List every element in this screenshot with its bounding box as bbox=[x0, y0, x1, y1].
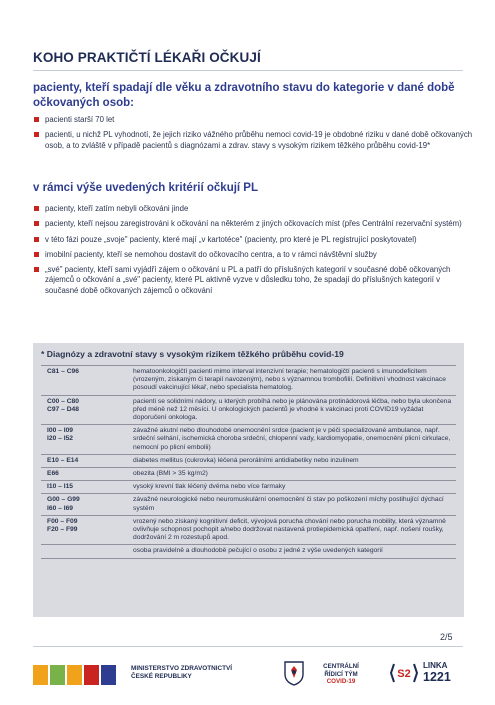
section1-heading: pacienty, kteří spadají dle věku a zdravotního stavu do kategorie v dané době očkovaných osob: bbox=[33, 82, 455, 109]
ministry-logo-icon bbox=[33, 661, 128, 689]
diagnosis-code: C81 – C96 bbox=[41, 366, 129, 396]
bottom-divider bbox=[33, 646, 463, 647]
diagnosis-description: pacienti se solidními nádory, u kterých probíhá nebo je plánována protinádorová léčba, nebo byla ukončena před méně než 12 měsíci. U onkologických pacientů je vhodné k vakcinaci proti COVID19 vyžádat doporučení onkologa. bbox=[129, 395, 456, 425]
table-row bbox=[41, 515, 456, 545]
top-divider bbox=[33, 70, 463, 71]
list-item: v této fázi pouze „svoje" pacienty, které mají „v kartotéce" (pacienty, pro které je PL registrující poskytovatel) bbox=[33, 235, 473, 245]
diagnosis-description: vrozený nebo získaný kognitivní deficit, vývojová porucha chování nebo porucha mobility, která významně ovlivňuje schopnost pochopit a/nebo dodržovat nastavená protiepidemická opatření, např. nošení roušky, dodržování 2 m rozestupů apod. bbox=[129, 515, 456, 545]
section2-list bbox=[33, 204, 473, 301]
page-number: 2/5 bbox=[440, 632, 453, 642]
ministry-name: MINISTERSTVO ZDRAVOTNICTVÍ ČESKÉ REPUBLIKY bbox=[131, 665, 233, 680]
table-row bbox=[41, 545, 456, 558]
diagnoses-title: * Diagnózy a zdravotní stavy s vysokým rizikem těžkého průběhu covid-19 bbox=[41, 349, 344, 359]
list-item: imobilní pacienty, kteří se nemohou dostavit do očkovacího centra, a to v rámci návštěvní služby bbox=[33, 250, 473, 260]
list-item: pacienti starší 70 let bbox=[33, 115, 473, 125]
hotline-logo-icon bbox=[390, 661, 418, 685]
page-title: KOHO PRAKTIČTÍ LÉKAŘI OČKUJÍ bbox=[33, 50, 261, 65]
svg-text:S2: S2 bbox=[397, 668, 411, 680]
table-row bbox=[41, 425, 456, 455]
table-row bbox=[41, 454, 456, 467]
diagnosis-code: I10 – I15 bbox=[41, 481, 129, 494]
diagnosis-description: osoba pravidelně a dlouhodobě pečující o osobu z jedné z výše uvedených kategorií bbox=[129, 545, 456, 558]
bullet-icon bbox=[34, 237, 39, 242]
diagnosis-description: obezita (BMI > 35 kg/m2) bbox=[129, 468, 456, 481]
bullet-icon bbox=[34, 267, 39, 272]
bullet-icon bbox=[34, 221, 39, 226]
table-row bbox=[41, 366, 456, 396]
diagnosis-code bbox=[41, 545, 129, 558]
diagnoses-box bbox=[33, 343, 464, 617]
table-row bbox=[41, 494, 456, 515]
table-row bbox=[41, 481, 456, 494]
diagnosis-code: E10 – E14 bbox=[41, 454, 129, 467]
section2-heading: v rámci výše uvedených kritérií očkují PL bbox=[33, 182, 258, 194]
diagnosis-description: závažné akutní nebo dlouhodobé onemocnění srdce (pacient je v péči specializované ambulance, např. srdeční selhání, ischemická choroba srdeční, chlopenní vady, kardiomyopatie, onemocnění plicní cirkulace, nemocní po plicní embolii) bbox=[129, 425, 456, 455]
crest-icon bbox=[283, 660, 305, 686]
diagnosis-description: závažné neurologické nebo neuromuskulární onemocnění či stav po poškození míchy postihující dýchací systém bbox=[129, 494, 456, 515]
diagnosis-description: vysoký krevní tlak léčený dvěma nebo více farmaky bbox=[129, 481, 456, 494]
bullet-icon bbox=[34, 252, 39, 257]
footer bbox=[0, 655, 495, 695]
diagnosis-code: G00 – G99 I60 – I69 bbox=[41, 494, 129, 515]
diagnoses-table bbox=[41, 365, 456, 559]
bullet-icon bbox=[34, 206, 39, 211]
diagnosis-description: diabetes mellitus (cukrovka) léčená perorálními antidiabetiky nebo inzulinem bbox=[129, 454, 456, 467]
list-item: pacienty, kteří nejsou zaregistrováni k očkování na některém z jiných očkovacích míst (přes Centrální rezervační systém) bbox=[33, 219, 473, 229]
diagnosis-code: E66 bbox=[41, 468, 129, 481]
list-item: „své" pacienty, kteří sami vyjádří zájem o očkování u PL a patří do příslušných kategorií v současné době očkovaných zájemců o očkování a „své" pacienty, které PL aktivně vyzve v důsledku toho, že spadají do příslušných kategorií v současné době očkovaných zájemců o očkování bbox=[33, 265, 473, 296]
table-row bbox=[41, 468, 456, 481]
list-item: pacienti, u nichž PL vyhodnotí, že jejich riziko vážného průběhu nemoci covid-19 je obdobné riziku v dané době očkovaných osob, a to zvláště v případě pacientů s diagnózami a zdrav. stavy s vysokým rizikem těžkého průběhu covid-19* bbox=[33, 130, 473, 151]
list-item: pacienty, kteří zatím nebyli očkováni jinde bbox=[33, 204, 473, 214]
central-team-label: CENTRÁLNÍ ŘÍDICÍ TÝM COVID-19 bbox=[323, 663, 359, 685]
table-row bbox=[41, 395, 456, 425]
bullet-icon bbox=[34, 117, 39, 122]
bullet-icon bbox=[34, 132, 39, 137]
section1-list bbox=[33, 115, 473, 156]
hotline-label: LINKA 1221 bbox=[423, 661, 451, 684]
diagnosis-code: I00 – I09 I20 – I52 bbox=[41, 425, 129, 455]
diagnosis-code: C00 – C80 C97 – D48 bbox=[41, 395, 129, 425]
diagnosis-code: F00 – F09 F20 – F99 bbox=[41, 515, 129, 545]
diagnosis-description: hematoonkologičtí pacienti mimo interval intenzivní terapie; hematologičtí pacienti s imunodeficitem (vrozeným, získaným či terapií navozeným), nebo s významnou trombofilií. Definitivní vhodnost vakcinace posoudí vakcinující lékař, nebo specialista hematolog. bbox=[129, 366, 456, 396]
